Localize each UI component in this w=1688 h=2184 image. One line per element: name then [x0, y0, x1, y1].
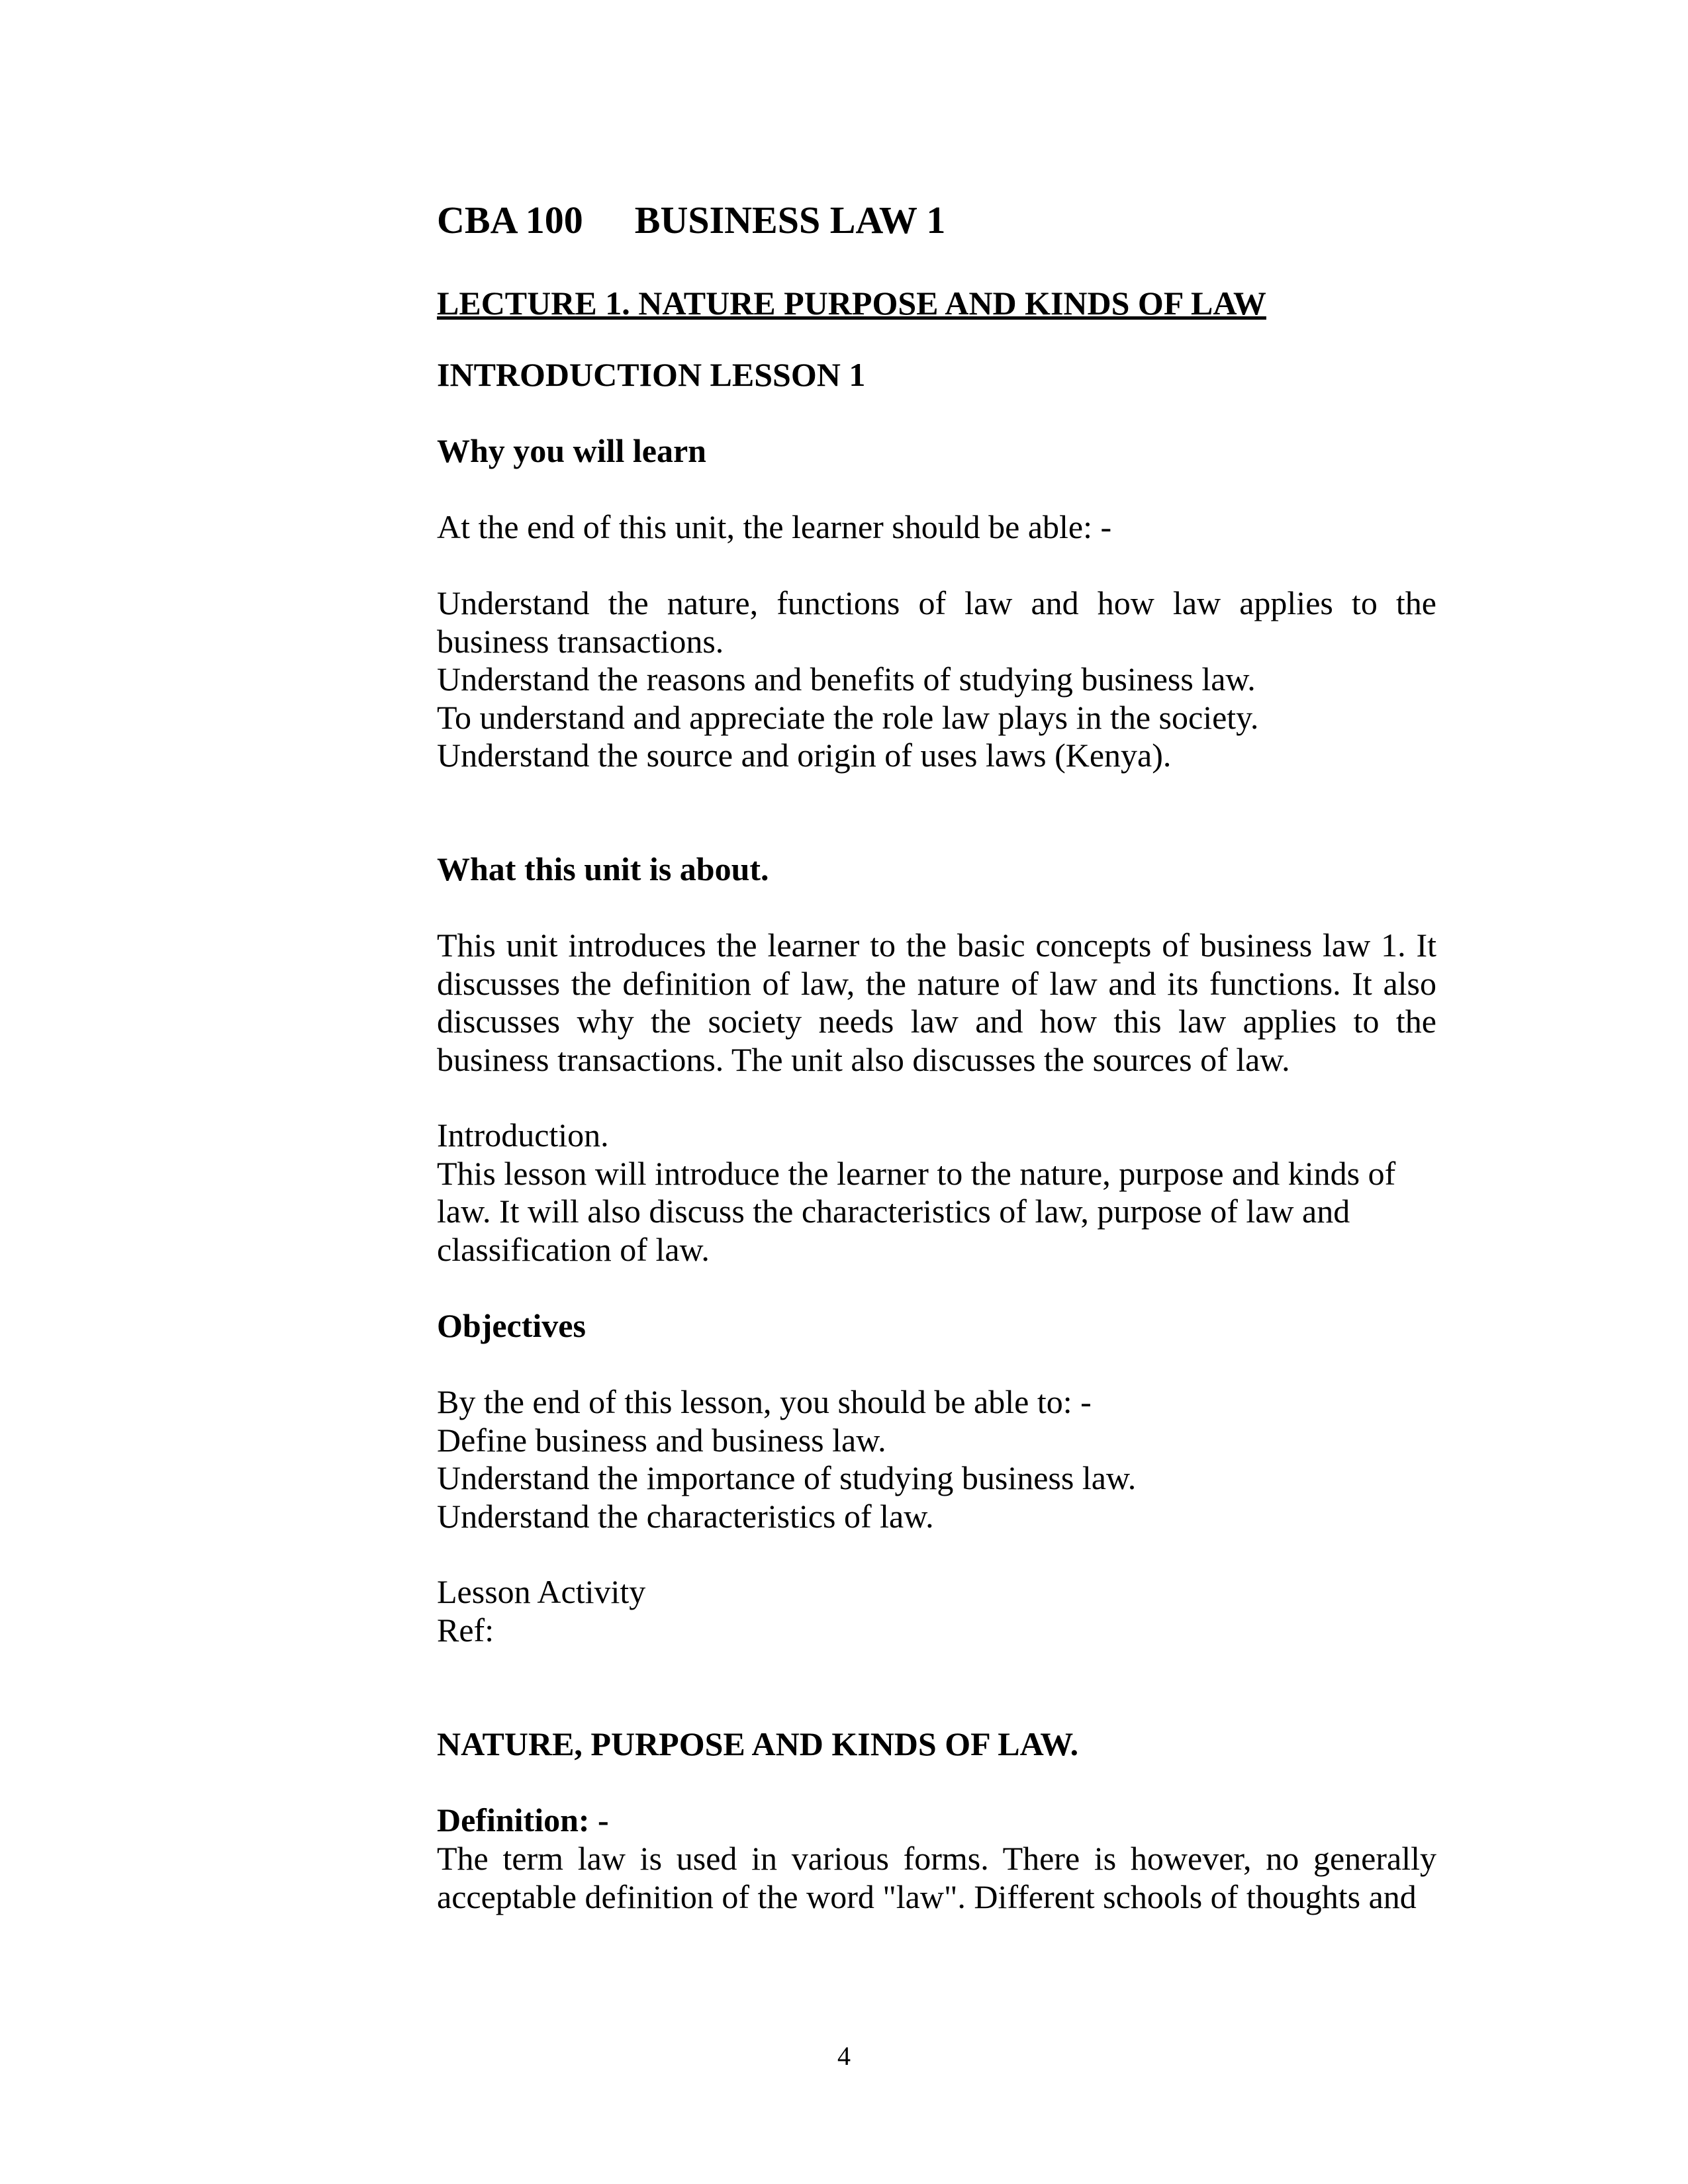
lecture-heading: LECTURE 1. NATURE PURPOSE AND KINDS OF LAW [437, 285, 1266, 322]
unit-about-heading: What this unit is about. [437, 850, 769, 887]
why-learn-item: Understand the reasons and benefits of studying business law. [437, 660, 1256, 698]
introduction-line: classification of law. [437, 1230, 710, 1268]
page-number: 4 [837, 2041, 851, 2071]
why-learn-lead: At the end of this unit, the learner should be able: - [437, 508, 1112, 545]
introduction-line: law. It will also discuss the characteristics of law, purpose of law and [437, 1193, 1350, 1230]
lesson-activity-ref: Ref: [437, 1611, 494, 1649]
why-learn-item: To understand and appreciate the role law plays in the society. [437, 698, 1259, 736]
lesson-activity-label: Lesson Activity [437, 1573, 646, 1610]
objectives-list [437, 1383, 1436, 1535]
course-title [437, 197, 1436, 244]
objectives-heading: Objectives [437, 1307, 586, 1344]
objective-item: Define business and business law. [437, 1421, 886, 1459]
objective-item: Understand the importance of studying business law. [437, 1459, 1137, 1496]
objectives-lead: By the end of this lesson, you should be able to: - [437, 1383, 1092, 1420]
definition-paragraph: The term law is used in various forms. There is however, no generally acceptable definition of the word "law". Different schools of thoughts and [437, 1840, 1436, 1915]
intro-lesson-heading: INTRODUCTION LESSON 1 [437, 356, 866, 393]
lesson-activity [437, 1573, 1436, 1649]
unit-about-paragraph: This unit introduces the learner to the basic concepts of business law 1. It discusses the definition of law, the nature of law and its functions. It also discusses why the society needs law and how this law applies to the business transactions. The unit also discusses the sources of law. [437, 927, 1436, 1078]
course-code: CBA 100 [437, 199, 583, 242]
why-learn-item: Understand the source and origin of uses laws (Kenya). [437, 737, 1172, 774]
introduction-section [437, 1116, 1436, 1269]
definition-heading: Definition: - [437, 1801, 609, 1839]
why-learn-heading: Why you will learn [437, 432, 706, 469]
introduction-label: Introduction. [437, 1116, 609, 1154]
nature-heading: NATURE, PURPOSE AND KINDS OF LAW. [437, 1725, 1079, 1762]
why-learn-item: Understand the nature, functions of law and how law applies to the business transactions. [437, 584, 1436, 660]
objective-item: Understand the characteristics of law. [437, 1497, 934, 1535]
introduction-line: This lesson will introduce the learner to the nature, purpose and kinds of [437, 1154, 1396, 1192]
course-name: BUSINESS LAW 1 [634, 199, 946, 242]
why-learn-list [437, 584, 1436, 775]
